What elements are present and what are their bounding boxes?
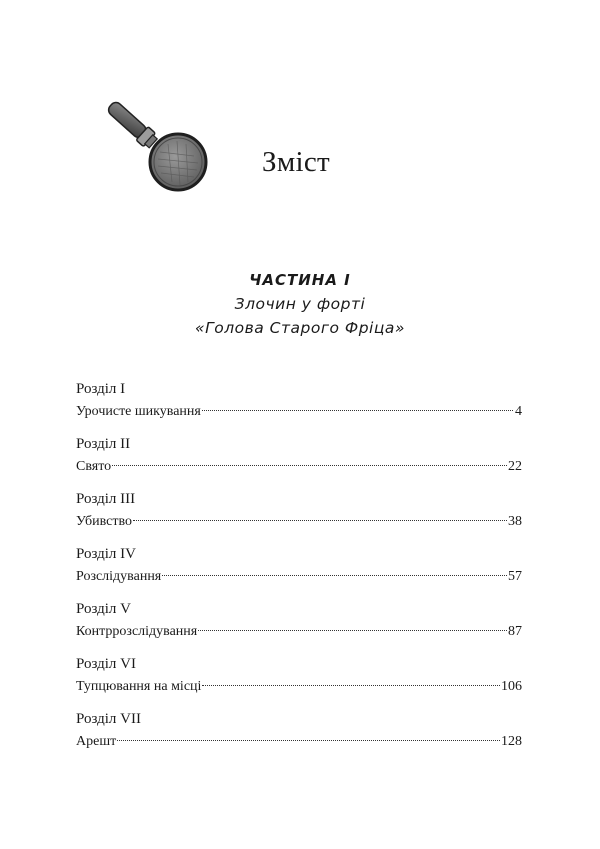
page-number: 128 xyxy=(501,734,522,749)
chapter-title: Урочисте шикування xyxy=(76,404,201,419)
dot-leader xyxy=(198,630,507,631)
chapter-title: Убивство xyxy=(76,514,133,529)
part-subtitle-line-2: «Голова Старого Фріца» xyxy=(195,319,405,337)
toc-entry[interactable] xyxy=(76,488,522,543)
part-subtitle-line-1: Злочин у форті xyxy=(234,295,366,313)
chapter-row xyxy=(76,731,522,753)
page-number: 57 xyxy=(508,569,522,584)
chapter-label: Розділ І xyxy=(76,381,126,397)
page-number: 38 xyxy=(508,514,522,529)
chapter-row xyxy=(76,511,522,533)
table-of-contents xyxy=(76,378,522,763)
page-number: 106 xyxy=(501,679,522,694)
chapter-label: Розділ ІІ xyxy=(76,436,131,452)
chapter-label: Розділ IV xyxy=(76,546,136,562)
toc-entry[interactable] xyxy=(76,598,522,653)
chapter-title: Тупцювання на місці xyxy=(76,679,202,694)
toc-entry[interactable] xyxy=(76,708,522,763)
chapter-row xyxy=(76,456,522,478)
chapter-label: Розділ VI xyxy=(76,656,136,672)
dot-leader xyxy=(202,685,500,686)
dot-leader xyxy=(162,575,507,576)
page-title: Зміст xyxy=(262,146,330,178)
page-number: 87 xyxy=(508,624,522,639)
chapter-label: Розділ ІІІ xyxy=(76,491,136,507)
chapter-title: Арешт xyxy=(76,734,117,749)
dot-leader xyxy=(112,465,507,466)
page-number: 4 xyxy=(515,404,522,419)
chapter-label: Розділ VII xyxy=(76,711,141,727)
part-heading: ЧАСТИНА І xyxy=(249,271,351,289)
dot-leader xyxy=(133,520,507,521)
chapter-row xyxy=(76,676,522,698)
chapter-title: Контррозслідування xyxy=(76,624,198,639)
part-heading-block xyxy=(0,268,600,340)
toc-entry[interactable] xyxy=(76,433,522,488)
toc-entry[interactable] xyxy=(76,653,522,708)
chapter-title: Розслідування xyxy=(76,569,162,584)
toc-entry[interactable] xyxy=(76,543,522,598)
dot-leader xyxy=(202,410,513,411)
page-number: 22 xyxy=(508,459,522,474)
magnifying-glass-icon xyxy=(98,92,218,202)
chapter-title: Свято xyxy=(76,459,112,474)
chapter-row xyxy=(76,621,522,643)
chapter-label: Розділ V xyxy=(76,601,131,617)
toc-entry[interactable] xyxy=(76,378,522,433)
chapter-row xyxy=(76,401,522,423)
chapter-row xyxy=(76,566,522,588)
dot-leader xyxy=(117,740,500,741)
